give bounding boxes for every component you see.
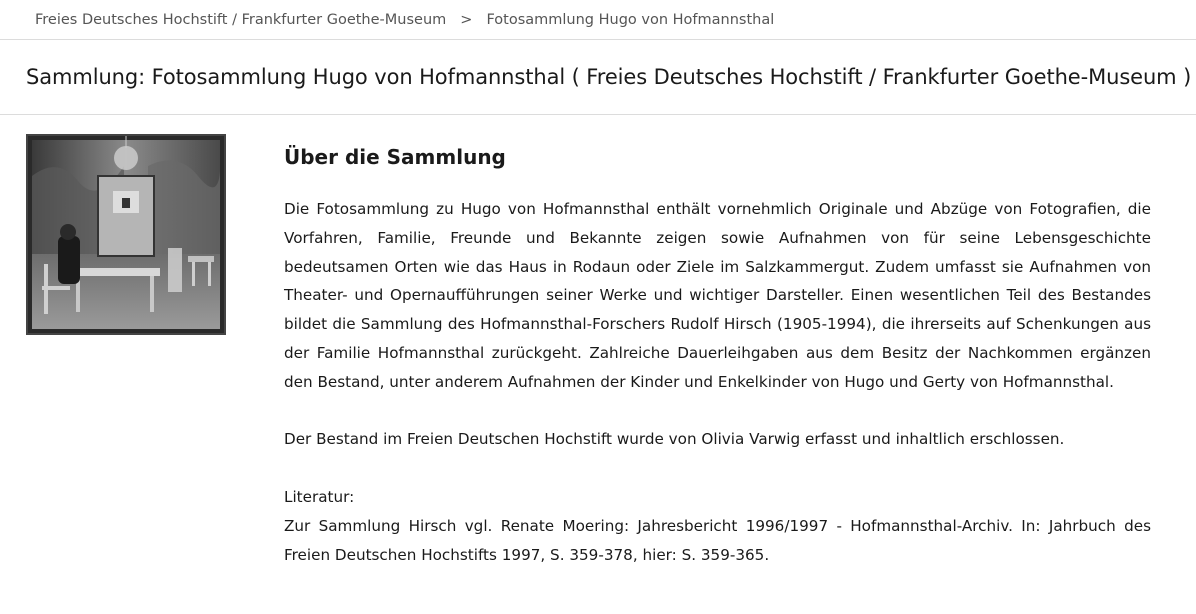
breadcrumb-current: Fotosammlung Hugo von Hofmannsthal	[486, 11, 775, 28]
breadcrumb-separator: >	[460, 11, 473, 28]
about-paragraph-description: Die Fotosammlung zu Hugo von Hofmannsthal enthält vornehmlich Originale und Abzüge von Fotografien, die Vorfahren, Familie, Freunde und Bekannte zeigen sowie Aufnahmen von für seine Lebensgeschichte bedeutsamen Orten wie das Haus in Rodaun oder Ziele im Salzkammergut. Zudem umfasst sie Aufnahmen von Theater- und Opernaufführungen seiner Werke und wichtiger Darsteller. Einen wesentlichen Teil des Bestandes bildet die Sammlung des Hofmannsthal-Forschers Rudolf Hirsch (1905-1994), die ihrerseits auf Schenkungen aus der Familie Hofmannsthal zurückgeht. Zahlreiche Dauerleihgaben aus dem Besitz der Nachkommen ergänzen den Bestand, unter anderem Aufnahmen der Kinder und Enkelkinder von Hugo und Gerty von Hofmannsthal.	[284, 200, 1151, 391]
literature-label: Literatur:	[284, 487, 355, 506]
about-section	[284, 145, 1151, 569]
literature-text: Zur Sammlung Hirsch vgl. Renate Moering: Jahresbericht 1996/1997 - Hofmannsthal-Archiv. In: Jahrbuch des Freien Deutschen Hochstifts 1997, S. 359-378, hier: S. 359-365.	[284, 516, 1151, 564]
breadcrumb-parent-link[interactable]: Freies Deutsches Hochstift / Frankfurter Goethe-Museum	[35, 11, 447, 28]
page-title: Sammlung: Fotosammlung Hugo von Hofmannsthal ( Freies Deutsches Hochstift / Frankfurter Goethe-Museum )	[26, 65, 1192, 89]
collection-photo-icon	[28, 136, 224, 333]
breadcrumb	[0, 0, 1196, 40]
about-heading: Über die Sammlung	[284, 145, 506, 169]
collection-photo-thumbnail[interactable]	[26, 134, 226, 335]
about-paragraph-credits: Der Bestand im Freien Deutschen Hochstift wurde von Olivia Varwig erfasst und inhaltlich erschlossen.	[284, 430, 1065, 449]
title-bar	[0, 40, 1196, 115]
